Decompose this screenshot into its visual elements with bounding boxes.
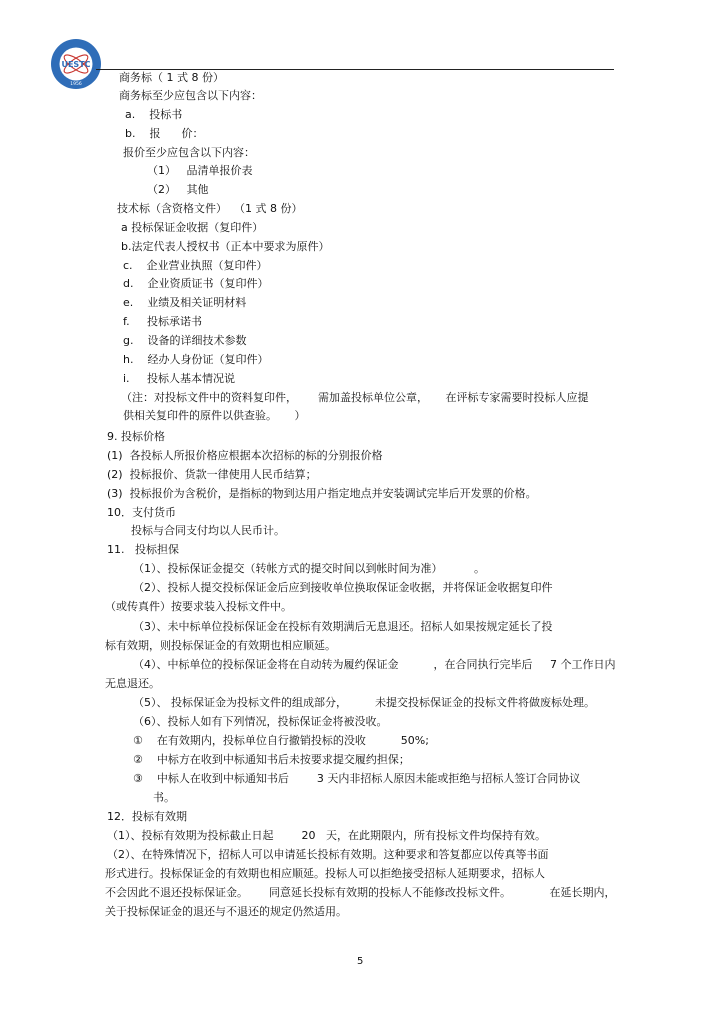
text-line: （3）、未中标单位投标保证金在投标有效期满后无息退还。招标人如果按规定延长了投 [133, 620, 553, 633]
text-line: h. 经办人身份证（复印件） [123, 353, 269, 366]
logo-text: UESTC [61, 60, 91, 69]
text-line: 投标与合同支付均以人民币计。 [131, 524, 285, 537]
text-line: 商务标（ 1 式 8 份） [119, 71, 224, 84]
text-line: 报价至少应包含以下内容： [123, 146, 255, 159]
text-line: d. 企业资质证书（复印件） [123, 277, 269, 290]
text-line: （1）、投标保证金提交（转帐方式的提交时间以到帐时间为准） 。 [133, 562, 485, 575]
text-line: ③ 中标人在收到中标通知书后 3 天内非招标人原因未能或拒绝与招标人签订合同协议 [133, 772, 581, 785]
text-line: （2）、在特殊情况下，招标人可以申请延长投标有效期。这种要求和答复都应以传真等书面 [107, 848, 549, 861]
text-line: a 投标保证金收据（复印件） [121, 221, 264, 234]
text-line: (3) 投标报价为含税价，是指标的物到达用户指定地点并安装调试完毕后开发票的价格。 [107, 487, 537, 500]
text-line: 无息退还。 [105, 677, 160, 690]
university-logo [50, 38, 102, 90]
text-line: （或传真件）按要求装入投标文件中。 [105, 600, 292, 613]
text-line: 技术标（含资格文件） （1 式 8 份） [117, 202, 303, 215]
text-line: 10．支付货币 [107, 506, 176, 519]
text-line: （1） 品清单报价表 [147, 164, 253, 177]
text-line: （2）、投标人提交投标保证金后应到接收单位换取保证金收据，并将保证金收据复印件 [133, 581, 553, 594]
text-line: 不会因此不退还投标保证金。 同意延长投标有效期的投标人不能修改投标文件。 在延长期内， [105, 886, 616, 899]
text-line: 商务标至少应包含以下内容： [119, 89, 262, 102]
logo-year: 1956 [70, 82, 82, 87]
text-line: a. 投标书 [125, 108, 183, 121]
text-line: (1) 各投标人所报价格应根据本次招标的标的分别报价格 [107, 449, 383, 462]
text-line: （2） 其他 [147, 183, 209, 196]
text-line: 12．投标有效期 [107, 810, 187, 823]
text-line: （6）、投标人如有下列情况，投标保证金将被没收。 [133, 715, 388, 728]
text-line: 9. 投标价格 [107, 430, 165, 443]
text-line: 书。 [153, 791, 175, 804]
text-line: g. 设备的详细技术参数 [123, 334, 247, 347]
text-line: i. 投标人基本情况说 [123, 372, 236, 385]
text-line: b.法定代表人授权书（正本中要求为原件） [121, 240, 330, 253]
text-line: 标有效期，则投标保证金的有效期也相应顺延。 [105, 639, 336, 652]
page-number: 5 [357, 956, 364, 967]
text-line: （注：对投标文件中的资料复印件， 需加盖投标单位公章， 在评标专家需要时投标人应提 [121, 391, 589, 404]
text-line: 关于投标保证金的退还与不退还的规定仍然适用。 [105, 905, 347, 918]
text-line: ① 在有效期内，投标单位自行撤销投标的没收 50%; [133, 734, 429, 747]
text-line: c. 企业营业执照（复印件） [123, 259, 268, 272]
text-line: （4）、中标单位的投标保证金将在自动转为履约保证金 ，在合同执行完毕后 7 个工作日内 [133, 658, 616, 671]
header-rule [96, 69, 614, 70]
text-line: ② 中标方在收到中标通知书后未按要求提交履约担保； [133, 753, 410, 766]
text-line: b. 报 价： [125, 127, 204, 140]
text-line: e. 业绩及相关证明材料 [123, 296, 247, 309]
text-line: f. 投标承诺书 [123, 315, 203, 328]
text-line: 11. 投标担保 [107, 543, 179, 556]
text-line: 供相关复印件的原件以供查验。 ） [123, 409, 306, 422]
text-line: （5）、 投标保证金为投标文件的组成部分， 未提交投标保证金的投标文件将做废标处理。 [133, 696, 595, 709]
text-line: （1）、投标有效期为投标截止日起 20 天，在此期限内，所有投标文件均保持有效。 [107, 829, 546, 842]
text-line: (2) 投标报价、货款一律使用人民币结算； [107, 468, 317, 481]
text-line: 形式进行。投标保证金的有效期也相应顺延。投标人可以拒绝接受招标人延期要求，招标人 [105, 867, 545, 880]
